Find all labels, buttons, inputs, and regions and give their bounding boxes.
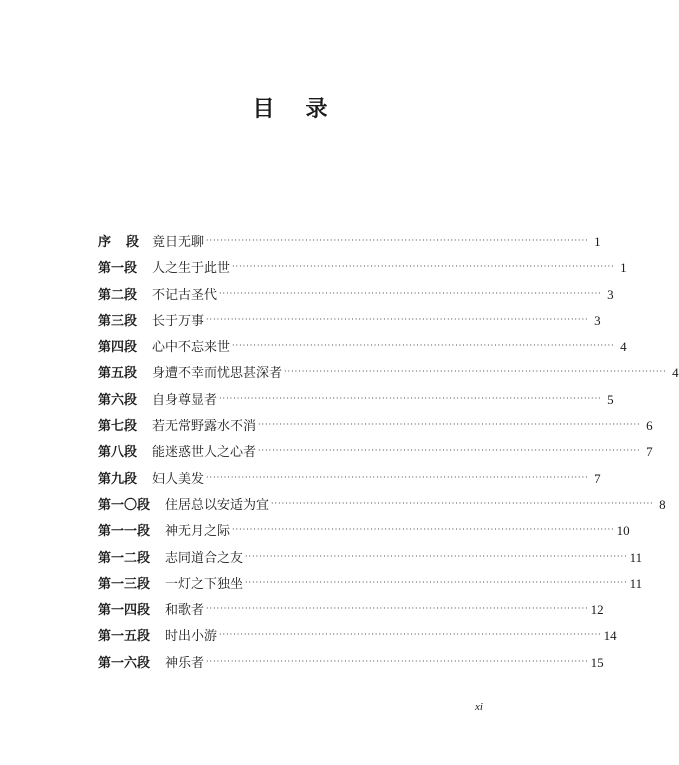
- leader-dots: ············································································································: [232, 341, 615, 351]
- toc-entry-page: 12: [590, 602, 604, 618]
- leader-dots: ············································································································: [232, 525, 615, 535]
- toc-entry-label: 第一五段: [98, 629, 151, 645]
- toc-entry[interactable]: [98, 600, 604, 626]
- toc-entry-page: 8: [659, 496, 666, 512]
- toc-entry-label: 第六段: [98, 392, 138, 408]
- toc-entry-page: 7: [594, 470, 601, 486]
- leader-dots: ············································································································: [219, 393, 602, 403]
- leader-dots: ············································································································: [258, 446, 641, 456]
- toc-entry-label-part: 序: [98, 235, 112, 250]
- toc-entry-page: 10: [616, 523, 630, 539]
- toc-entry-page: 1: [594, 234, 601, 249]
- toc-entry-title: 一灯之下独坐: [165, 576, 244, 592]
- toc-entry-label: 第八段: [98, 445, 138, 461]
- toc-entry-label: 第一段: [98, 261, 138, 277]
- toc-entry-title: 若无常野露水不消: [152, 419, 257, 435]
- leader-dots: ············································································································: [258, 420, 641, 430]
- leader-dots: ············································································································: [206, 604, 589, 614]
- toc-entry-label: 第七段: [98, 419, 138, 435]
- toc-entry[interactable]: [98, 574, 643, 600]
- toc-entry-title: 身遭不幸而忧思甚深者: [152, 366, 283, 382]
- toc-entry-page: 11: [629, 575, 643, 591]
- leader-dots: ············································································································: [219, 630, 602, 640]
- toc-entry-label: 第一六段: [98, 655, 151, 671]
- toc-entry-page: 5: [607, 391, 614, 407]
- toc-entry[interactable]: [98, 337, 627, 363]
- leader-dots: ············································································································: [271, 498, 654, 508]
- toc-entry-label: 第一三段: [98, 576, 151, 592]
- toc-entry-label: 第五段: [98, 366, 138, 382]
- toc-entry-page: 6: [646, 418, 653, 434]
- toc-entry[interactable]: [98, 258, 627, 284]
- leader-dots: ············································································································: [284, 367, 667, 377]
- leader-dots: ············································································································: [245, 551, 628, 561]
- toc-entry[interactable]: [98, 442, 653, 468]
- toc-entry[interactable]: [98, 653, 604, 679]
- toc-entry-page: 1: [620, 260, 627, 276]
- page-number: xi: [475, 701, 483, 713]
- toc-entry-title: 长于万事: [152, 313, 205, 329]
- toc-entry-page: 4: [672, 365, 679, 381]
- toc-entry[interactable]: [98, 311, 601, 337]
- toc-entry-title: 妇人美发: [152, 471, 205, 487]
- toc-entry-label: 第一二段: [98, 550, 151, 566]
- toc-entry-title: 自身尊显者: [152, 392, 218, 408]
- toc-entry-label: 第一一段: [98, 524, 151, 540]
- toc-entry-title: 竟日无聊: [152, 235, 205, 250]
- leader-dots: ············································································································: [206, 314, 589, 324]
- toc-entry[interactable]: [98, 416, 653, 442]
- toc-entry-page: 7: [646, 444, 653, 460]
- toc-entry[interactable]: [98, 548, 643, 574]
- leader-dots: ············································································································: [232, 262, 615, 272]
- toc-entry[interactable]: [98, 232, 601, 258]
- toc-entry-title: 神乐者: [165, 655, 205, 671]
- toc-entry-title: 和歌者: [165, 603, 205, 619]
- toc-entry-title: 能迷惑世人之心者: [152, 445, 257, 461]
- toc-entry-page: 3: [607, 286, 614, 302]
- toc-entry-label: 第四段: [98, 340, 138, 356]
- toc-entry-page: 15: [590, 654, 604, 670]
- toc-entry[interactable]: [98, 469, 601, 495]
- page-title-char-1: 目: [252, 96, 276, 122]
- toc-entry-label: 第二段: [98, 287, 138, 303]
- toc-entry[interactable]: [98, 521, 630, 547]
- leader-dots: ············································································································: [206, 656, 589, 666]
- page-title-char-2: 录: [305, 96, 329, 122]
- toc-entry-page: 3: [594, 312, 601, 328]
- toc-entry-label-part: 段: [126, 235, 140, 250]
- leader-dots: ············································································································: [245, 577, 628, 587]
- toc-entry-title: 时出小游: [165, 629, 218, 645]
- toc-entry-title: 神无月之际: [165, 524, 231, 540]
- toc-entry-title: 人之生于此世: [152, 261, 231, 277]
- toc-entry[interactable]: [98, 626, 617, 652]
- toc-entry-title: 心中不忘来世: [152, 340, 231, 356]
- toc-entry-page: 14: [603, 628, 617, 644]
- toc-entry-label: 第一四段: [98, 603, 151, 619]
- toc-entry[interactable]: [98, 363, 679, 389]
- leader-dots: ············································································································: [206, 236, 589, 245]
- toc-entry-label: 第九段: [98, 471, 138, 487]
- table-of-contents: [98, 232, 679, 679]
- toc-entry-title: 志同道合之友: [165, 550, 244, 566]
- toc-entry-label: 第三段: [98, 313, 138, 329]
- page-title: [0, 92, 581, 123]
- toc-entry-label: [98, 233, 152, 253]
- toc-entry-title: 不记古圣代: [152, 287, 218, 303]
- toc-entry-page: 11: [629, 549, 643, 565]
- toc-entry-page: 4: [620, 339, 627, 355]
- toc-entry-title: 住居总以安适为宜: [165, 497, 270, 513]
- leader-dots: ············································································································: [206, 472, 589, 482]
- toc-entry-label: 第一〇段: [98, 497, 151, 513]
- leader-dots: ············································································································: [219, 288, 602, 298]
- toc-entry[interactable]: [98, 285, 614, 311]
- toc-entry[interactable]: [98, 390, 614, 416]
- toc-entry[interactable]: [98, 495, 666, 521]
